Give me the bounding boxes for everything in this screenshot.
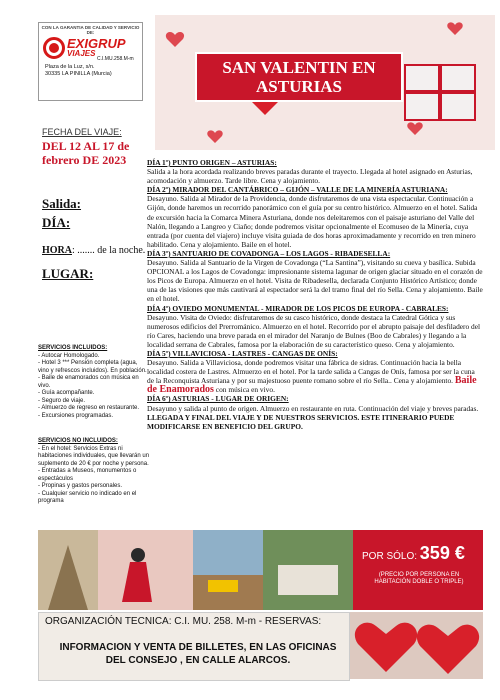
list-item: - Propinas y gastos personales. (38, 483, 123, 489)
day-heading: DÍA 5º) VILLAVICIOSA - LASTRES - CANGAS DE ONÍS: (147, 348, 338, 358)
list-item: - Guía acompañante. (38, 390, 95, 396)
price-label: POR SÓLO: (362, 551, 418, 562)
itinerary-day (147, 158, 483, 185)
services-included-title: SERVICIOS INCLUIDOS: (38, 345, 108, 351)
banner-title: SAN VALENTIN EN ASTURIAS (195, 52, 403, 102)
list-item: - Almuerzo de regreso en restaurante. (38, 405, 140, 411)
hearts-panel (350, 612, 483, 679)
services-not-included (38, 438, 150, 506)
ticket-info: INFORMACION Y VENTA DE BILLETES, EN LAS OFICINAS DEL CONSEJO , EN CALLE ALARCOS. (59, 642, 337, 666)
list-item: - En el hotel: Servicios Extras ni habitaciones individuales, que llevarán un suplemento de 20 € por noche y persona. (38, 445, 150, 467)
price-amount: 359 € (419, 543, 465, 563)
day-text: Salida a la hora acordada realizando breves paradas durante el trayecto. Llegada al hotel asignado en Asturias, acomodación y almuerzo. Tarde libre. Cena y alojamiento. (147, 167, 473, 186)
price-note: (PRECIO POR PERSONA EN HABITACIÓN DOBLE O TRIPLE) (374, 572, 464, 585)
hora-row (42, 244, 150, 257)
agency-license: C.I.MU.258.M-m (97, 56, 134, 62)
itinerary-day (147, 349, 483, 394)
agency-guarantee: CON LA GARANTIA DE CALIDAD Y SERVICIO DE: (41, 25, 140, 35)
agency-address: Plaza de la Luz, s/n. 30335 LA PINILLA (Murcia) (45, 64, 112, 77)
day-text: Desayuno y salida al punto de origen. Almuerzo en restaurante en ruta. Continuación del viaje y breves paradas. (147, 403, 479, 413)
agency-box (38, 22, 143, 101)
hora-label: HORA (42, 245, 72, 256)
trip-dates: DEL 12 AL 17 de febrero DE 2023 (42, 139, 130, 167)
day-text: Desayuno. Salida a Villaviciosa, donde podremos visitar una fábrica de sidras. Continuación hacia la bella localidad costera de Lastres. Almuerzo en el hotel. Por la tarde salida a Cangas de Onís, famosa por ser la cuna de la Reconquista Asturiana y por su majestuoso puente romano sobre el río Sella.. Cena y alojamiento. (147, 358, 475, 386)
day-heading: DÍA 3º) SANTUARIO DE COVADONGA – LOS LAGOS - RIBADESELLA: (147, 248, 391, 258)
day-text: Desayuno. Salida al Santuario de la Virgen de Covadonga (“La Santina”), visitando su cueva y basílica. Subida OPCIONAL a los Lagos de Covadonga: impresionante sistema lagunar de origen glaciar situado en el corazón de los Picos de Europa. Almuerzo en el hotel. Visita de Ribadesella, declarada Conjunto Histórico Artístico; donde una de las visiones que más cautivará al espectador será la del tramo final del río Sella. Cena y alojamiento. Baile en el hotel. (147, 258, 483, 304)
list-item: - Seguro de viaje. (38, 397, 86, 404)
train-photo (208, 580, 238, 592)
itinerary-day (147, 249, 483, 304)
day-heading: DÍA 6º) ASTURIAS - LUGAR DE ORIGEN: (147, 394, 289, 404)
baile-suffix: con música en vivo. (213, 385, 275, 395)
lugar-label: LUGAR: (42, 266, 94, 281)
itinerary-day (147, 394, 483, 430)
dia-label: DÍA: (42, 215, 71, 230)
day-text: Desayuno. Salida al Mirador de la Providencia, donde disfrutaremos de una vista espectacular. Continuación a Gijón, donde haremos un recorrido panorámico con el guía por su centro histórico. Almuerzo en el hotel. Salida de excursión hacia la Comarca Minera Asturiana, donde nos deleitaremos con el paisaje asturiano del Valle del Nalón, llegando a Langreo y Ciaño; donde podremos visitar opcionalmente el Ecomuseo de la Minería, cuya entrada (por cuenta del viajero) incluye visita guiada de dos horas aproximadamente y recorrido en tren minero habilitado. Cena y alojamiento. Baile en el hotel. (147, 194, 478, 249)
price (362, 543, 465, 564)
services-included (38, 345, 150, 420)
price-box (353, 530, 483, 610)
agency-brand-sub: VIAJES (67, 49, 96, 58)
list-item: - Entradas a Museos, monumentos o espectáculos (38, 468, 137, 482)
day-heading: DÍA 4º) OVIEDO MONUMENTAL - MIRADOR DE LOS PICOS DE EUROPA - CABRALES: (147, 303, 449, 313)
heart-icon (355, 623, 417, 672)
photo-collage (38, 530, 376, 610)
agency-brand: EXIGRUP (67, 36, 126, 51)
list-item: - Hotel 3 *** Pensión completa (agua, vino y refrescos incluidos). En población. (38, 360, 147, 374)
baile-enamorados: Baile de Enamorados (147, 375, 477, 396)
itinerary-day (147, 304, 483, 349)
services-not-included-title: SERVICIOS NO INCLUIDOS: (38, 438, 118, 444)
list-item: - Excursiones programadas. (38, 412, 114, 419)
itinerary-closing: LLEGADA Y FINAL DEL VIAJE Y DE NUESTROS SERVICIOS. ESTE ITINERARIO PUEDE MODIFICARSE EN BENEFICIO DEL GRUPO. (147, 412, 455, 431)
agency-logo-icon (43, 37, 65, 59)
itinerary-day (147, 185, 483, 249)
hora-value: : ....... de la noche. (72, 245, 146, 256)
day-heading: DÍA 1º) PUNTO ORIGEN – ASTURIAS: (147, 158, 277, 167)
itinerary (147, 158, 483, 431)
list-item: - Cualquier servicio no indicado en el programa (38, 490, 137, 504)
trip-date-label: FECHA DEL VIAJE: (42, 127, 122, 137)
salida-label: Salida: (42, 196, 82, 211)
list-item: - Autocar Homologado. (38, 352, 100, 359)
heart-icon (417, 625, 479, 674)
day-heading: DÍA 2º) MIRADOR DEL CANTÁBRICO – GIJÓN – VALLE DE LA MINERÍA ASTURIANA: (147, 185, 448, 195)
list-item: - Baile de enamorados con música en vivo. (38, 375, 139, 389)
day-text: Desayuno. Visita de Oviedo: disfrutaremos de su casco histórico, donde destaca la Catedral Gótica y sus numerosos edificios del Prerrománico. Almuerzo en el hotel. Recorrido por el abrupto paisaje del desfiladero del río Cares, haciendo una breve parada en el mirador del Naranjo de Bulnes (Boo de Cabrales) y llegando a la localidad serrana de Cabrales, famosa por la elaboración de su característico queso. Cena y alojamiento. (147, 312, 481, 349)
organization: ORGANIZACIÓN TECNICA: C.I. MU. 258. M-m - RESERVAS: (45, 616, 322, 627)
